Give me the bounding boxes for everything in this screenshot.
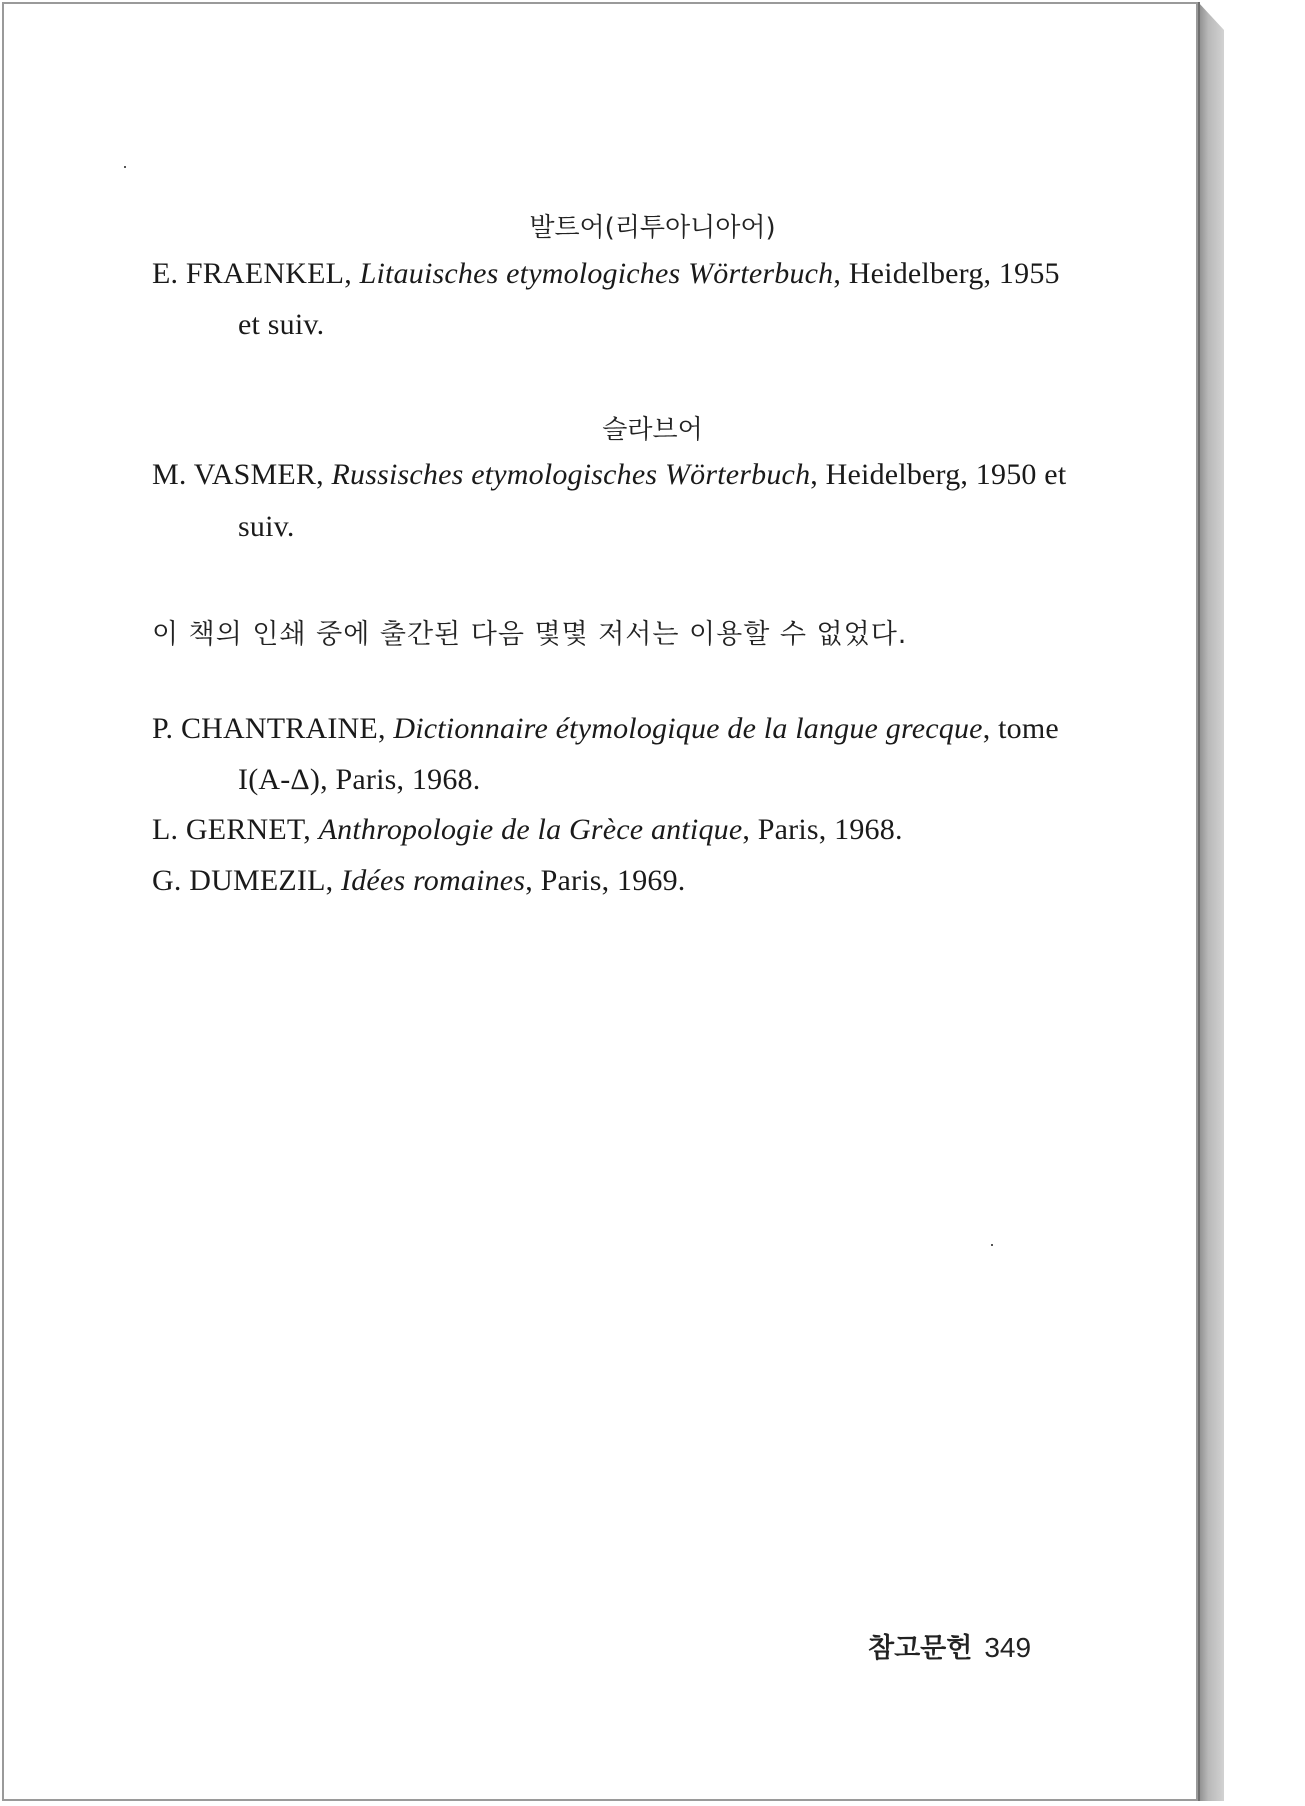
entry-vasmer: [152, 458, 1066, 492]
page-footer: [868, 1626, 1031, 1665]
page-number: 349: [984, 1632, 1032, 1663]
entry-rest: , tome: [982, 712, 1059, 745]
section-heading-baltic: 발트어(리투아니아어): [529, 213, 776, 243]
entry-author: P. CHANTRAINE,: [152, 712, 386, 745]
entry-title: Anthropologie de la Grèce antique: [318, 813, 743, 846]
entry-chantraine-continued: I(A-Δ), Paris, 1968.: [238, 763, 481, 796]
entry-chantraine: [152, 712, 1059, 746]
page-edge-shadow: [1198, 2, 1224, 1801]
entry-author: M. VASMER,: [152, 458, 324, 491]
entry-dumezil: [152, 864, 686, 898]
section-heading-slavic: 슬라브어: [602, 415, 703, 445]
entry-fraenkel: [152, 257, 1060, 291]
entry-rest: , Paris, 1969.: [525, 864, 686, 897]
speck: [124, 166, 126, 168]
entry-rest: , Heidelberg, 1950 et: [810, 458, 1067, 491]
entry-author: L. GERNET,: [152, 813, 311, 846]
footer-label: 참고문헌: [868, 1633, 973, 1664]
speck: [991, 1244, 993, 1246]
entry-author: G. DUMEZIL,: [152, 864, 334, 897]
entry-author: E. FRAENKEL,: [152, 257, 352, 290]
entry-gernet: [152, 813, 903, 847]
entry-vasmer-continued: suiv.: [238, 510, 295, 543]
page-edge-line: [1198, 2, 1200, 1801]
entry-title: Dictionnaire étymologique de la langue grecque: [393, 712, 983, 745]
entry-rest: , Paris, 1968.: [742, 813, 903, 846]
entry-title: Litauisches etymologiches Wörterbuch: [359, 257, 834, 290]
entry-title: Idées romaines: [341, 864, 526, 897]
entry-rest: , Heidelberg, 1955: [833, 257, 1060, 290]
publication-note: 이 책의 인쇄 중에 출간된 다음 몇몇 저서는 이용할 수 없었다.: [152, 619, 908, 650]
entry-fraenkel-continued: et suiv.: [238, 308, 325, 341]
entry-title: Russisches etymologisches Wörterbuch: [331, 458, 811, 491]
